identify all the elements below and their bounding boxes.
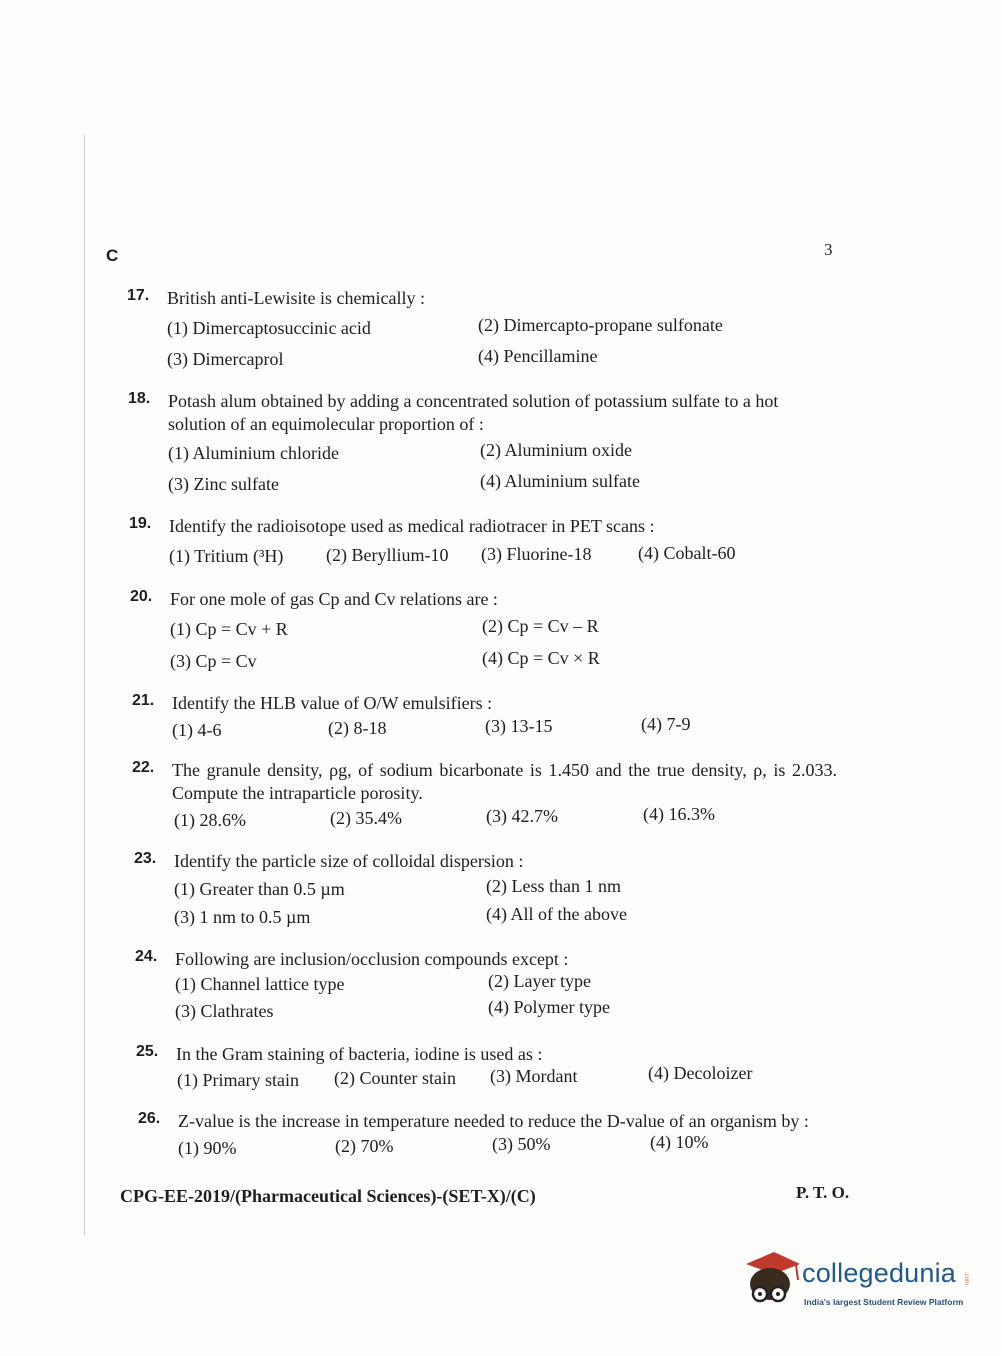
- option-4: (4) 16.3%: [643, 804, 715, 824]
- option-3: (3) Cp = Cv: [170, 651, 257, 671]
- question-number: 17.: [127, 287, 150, 304]
- option-3: (3) 1 nm to 0.5 µm: [174, 907, 311, 927]
- option-2: (2) Counter stain: [334, 1068, 456, 1088]
- option-2: (2) Dimercapto-propane sulfonate: [478, 315, 723, 335]
- question-text: Identify the particle size of colloidal dispersion :: [174, 851, 524, 871]
- option-4: (4) All of the above: [486, 904, 627, 924]
- option-4: (4) Aluminium sulfate: [480, 471, 640, 491]
- option-2: (2) 35.4%: [330, 808, 402, 828]
- option-4: (4) 10%: [650, 1132, 709, 1152]
- exam-code-footer: CPG-EE-2019/(Pharmaceutical Sciences)-(SET-X)/(C): [120, 1186, 536, 1206]
- option-1: (1) Dimercaptosuccinic acid: [167, 318, 371, 338]
- option-4: (4) Cp = Cv × R: [482, 648, 600, 668]
- option-4: (4) Pencillamine: [478, 346, 598, 366]
- option-1: (1) Cp = Cv + R: [170, 619, 288, 639]
- option-3: (3) 42.7%: [486, 806, 558, 826]
- question-text: Z-value is the increase in temperature needed to reduce the D-value of an organism by :: [178, 1111, 809, 1131]
- question-text: Identify the radioisotope used as medical radiotracer in PET scans :: [169, 516, 655, 536]
- option-2: (2) Less than 1 nm: [486, 876, 621, 896]
- question-text: For one mole of gas Cp and Cv relations are :: [170, 589, 498, 609]
- option-1: (1) 28.6%: [174, 810, 246, 830]
- option-1: (1) 90%: [178, 1138, 237, 1158]
- option-2: (2) Aluminium oxide: [480, 440, 632, 460]
- question-text: The granule density, ρg, of sodium bicarbonate is 1.450 and the true density, ρ, is 2.033. Compute the intraparticle porosity.: [172, 760, 837, 803]
- question-number: 18.: [128, 390, 151, 407]
- option-1: (1) 4-6: [172, 720, 222, 740]
- question-text: Following are inclusion/occlusion compounds except :: [175, 949, 569, 969]
- option-1: (1) Primary stain: [177, 1070, 299, 1090]
- logo-tagline: India's largest Student Review Platform: [804, 1297, 964, 1307]
- option-3: (3) Dimercaprol: [167, 349, 284, 369]
- set-label: C: [106, 246, 119, 265]
- option-4: (4) Decoloizer: [648, 1063, 753, 1083]
- option-3: (3) 13-15: [485, 716, 553, 736]
- question-number: 24.: [135, 948, 158, 965]
- question-number: 22.: [132, 759, 155, 776]
- option-3: (3) Mordant: [490, 1066, 578, 1086]
- option-2: (2) Cp = Cv – R: [482, 616, 599, 636]
- logo-domain-suffix: .com: [963, 1272, 969, 1286]
- option-4: (4) Polymer type: [488, 997, 610, 1017]
- option-1: (1) Channel lattice type: [175, 974, 345, 994]
- question-number: 23.: [134, 850, 157, 867]
- question-number: 20.: [130, 588, 153, 605]
- option-3: (3) Clathrates: [175, 1001, 274, 1021]
- option-2: (2) 8-18: [328, 718, 387, 738]
- pto-label: P. T. O.: [796, 1183, 850, 1202]
- question-text: Potash alum obtained by adding a concentrated solution of potassium sulfate to a hot solution of an equimolecular proportion of :: [168, 391, 779, 434]
- question-number: 26.: [138, 1110, 161, 1127]
- question-text: British anti-Lewisite is chemically :: [167, 288, 425, 308]
- option-1: (1) Tritium (³H): [169, 546, 284, 566]
- question-number: 19.: [129, 515, 152, 532]
- question-number: 25.: [136, 1043, 159, 1060]
- option-2: (2) Beryllium-10: [326, 545, 449, 565]
- option-3: (3) Fluorine-18: [481, 544, 592, 564]
- option-4: (4) 7-9: [641, 714, 691, 734]
- option-1: (1) Aluminium chloride: [168, 443, 339, 463]
- page-edge-line: [84, 135, 85, 1235]
- option-3: (3) Zinc sulfate: [168, 474, 279, 494]
- question-text: In the Gram staining of bacteria, iodine is used as :: [176, 1044, 543, 1064]
- option-3: (3) 50%: [492, 1134, 551, 1154]
- question-number: 21.: [132, 692, 155, 709]
- option-4: (4) Cobalt-60: [638, 543, 736, 563]
- option-1: (1) Greater than 0.5 µm: [174, 879, 345, 899]
- logo-wordmark: collegedunia: [802, 1258, 957, 1288]
- option-2: (2) 70%: [335, 1136, 394, 1156]
- collegedunia-logo: [740, 1250, 970, 1320]
- mascot-icon: [740, 1250, 804, 1320]
- option-2: (2) Layer type: [488, 971, 591, 991]
- page-number: 3: [824, 240, 833, 259]
- question-text: Identify the HLB value of O/W emulsifiers :: [172, 693, 493, 713]
